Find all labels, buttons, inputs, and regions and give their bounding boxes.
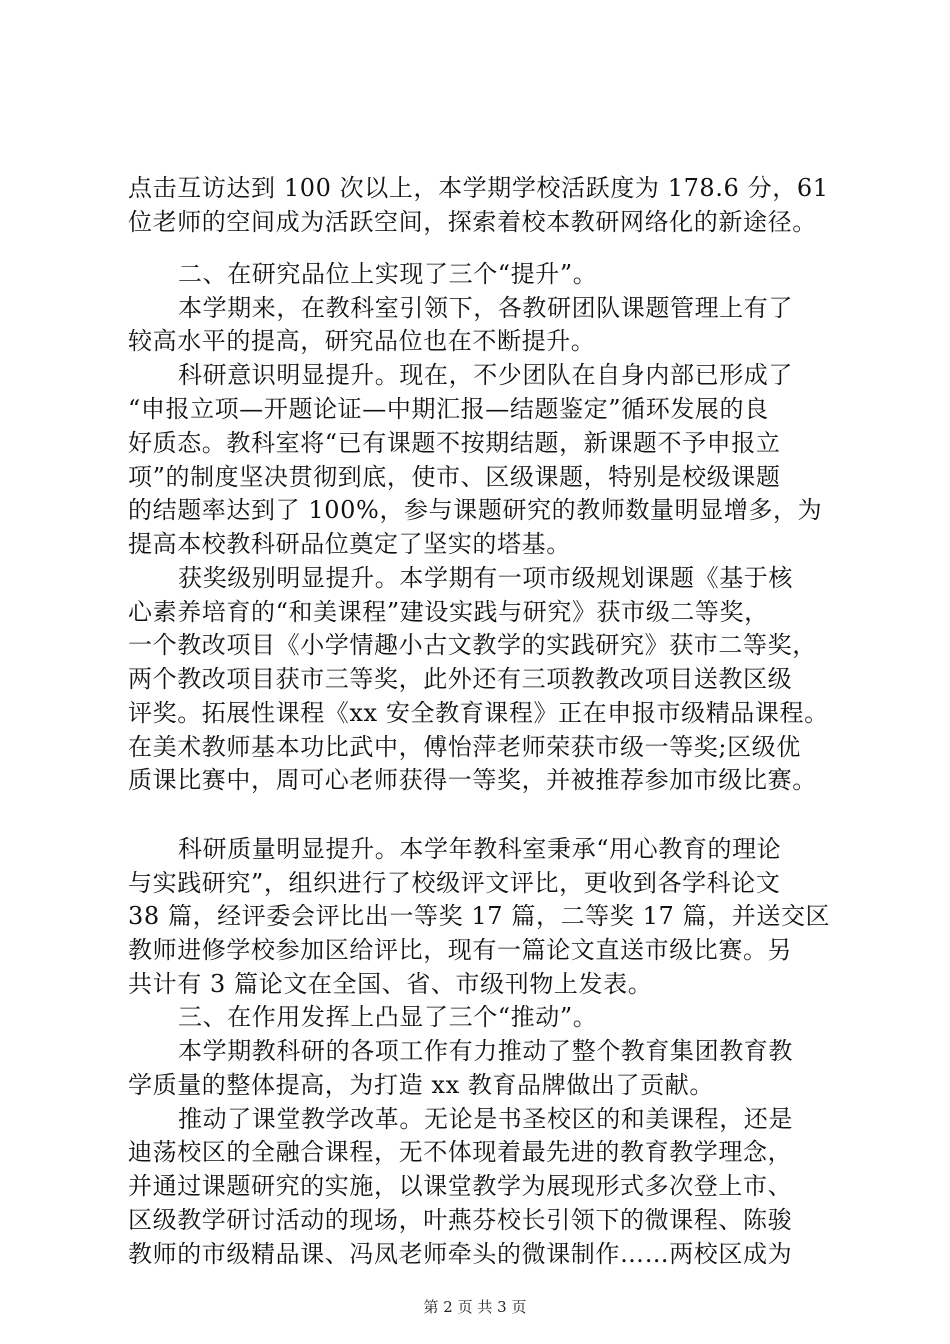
body-text-line: 质课比赛中，周可心老师获得一等奖，并被推荐参加市级比赛。 bbox=[128, 766, 817, 794]
body-text-line: 项”的制度坚决贯彻到底，使市、区级课题，特别是校级课题 bbox=[128, 463, 781, 491]
body-text-line: 区级教学研讨活动的现场，叶燕芬校长引领下的微课程、陈骏 bbox=[128, 1206, 793, 1234]
body-text-line: “申报立项—开题论证—中期汇报—结题鉴定”循环发展的良 bbox=[128, 395, 769, 423]
body-text-line: 提高本校教科研品位奠定了坚实的塔基。 bbox=[128, 530, 571, 558]
body-text-line: 科研意识明显提升。现在，不少团队在自身内部已形成了 bbox=[178, 361, 793, 389]
body-text-line: 心素养培育的“和美课程”建设实践与研究》获市级二等奖， bbox=[128, 598, 769, 626]
body-text-line: 评奖。拓展性课程《xx 安全教育课程》正在申报市级精品课程。 bbox=[128, 699, 829, 727]
body-text-line: 点击互访达到 100 次以上，本学期学校活跃度为 178.6 分，61 bbox=[128, 174, 829, 202]
body-text-line: 两个教改项目获市三等奖，此外还有三项教教改项目送教区级 bbox=[128, 665, 793, 693]
body-text-line: 位老师的空间成为活跃空间，探索着校本教研网络化的新途径。 bbox=[128, 208, 817, 236]
body-text-line: 学质量的整体提高，为打造 xx 教育品牌做出了贡献。 bbox=[128, 1071, 714, 1099]
body-text-line: 好质态。教科室将“已有课题不按期结题，新课题不予申报立 bbox=[128, 429, 781, 457]
body-text-line: 本学期教科研的各项工作有力推动了整个教育集团教育教 bbox=[178, 1037, 793, 1065]
body-text-line: 并通过课题研究的实施，以课堂教学为展现形式多次登上市、 bbox=[128, 1172, 793, 1200]
body-text-line: 教师进修学校参加区给评比，现有一篇论文直送市级比赛。另 bbox=[128, 936, 793, 964]
body-text-line: 本学期来，在教科室引领下，各教研团队课题管理上有了 bbox=[178, 294, 793, 322]
body-text-line: 推动了课堂教学改革。无论是书圣校区的和美课程，还是 bbox=[178, 1105, 793, 1133]
page-number-footer: 第 2 页 共 3 页 bbox=[423, 1298, 527, 1316]
body-text-line: 教师的市级精品课、冯凤老师牵头的微课制作……两校区成为 bbox=[128, 1240, 793, 1268]
section-heading-2: 二、在研究品位上实现了三个“提升”。 bbox=[178, 260, 598, 288]
body-text-line: 获奖级别明显提升。本学期有一项市级规划课题《基于核 bbox=[178, 564, 793, 592]
section-heading-3: 三、在作用发挥上凸显了三个“推动”。 bbox=[178, 1003, 598, 1031]
body-text-line: 迪荡校区的全融合课程，无不体现着最先进的教育教学理念， bbox=[128, 1138, 793, 1166]
body-text-line: 的结题率达到了 100%，参与课题研究的教师数量明显增多，为 bbox=[128, 496, 823, 524]
body-text-line: 一个教改项目《小学情趣小古文教学的实践研究》获市二等奖， bbox=[128, 631, 817, 659]
body-text-line: 38 篇，经评委会评比出一等奖 17 篇，二等奖 17 篇，并送交区 bbox=[128, 902, 831, 930]
body-text-line: 较高水平的提高，研究品位也在不断提升。 bbox=[128, 327, 596, 355]
body-text-line: 与实践研究”，组织进行了校级评文评比，更收到各学科论文 bbox=[128, 869, 781, 897]
body-text-line: 科研质量明显提升。本学年教科室秉承“用心教育的理论 bbox=[178, 835, 782, 863]
body-text-line: 在美术教师基本功比武中，傅怡萍老师荣获市级一等奖;区级优 bbox=[128, 733, 801, 761]
body-text-line: 共计有 3 篇论文在全国、省、市级刊物上发表。 bbox=[128, 970, 653, 998]
